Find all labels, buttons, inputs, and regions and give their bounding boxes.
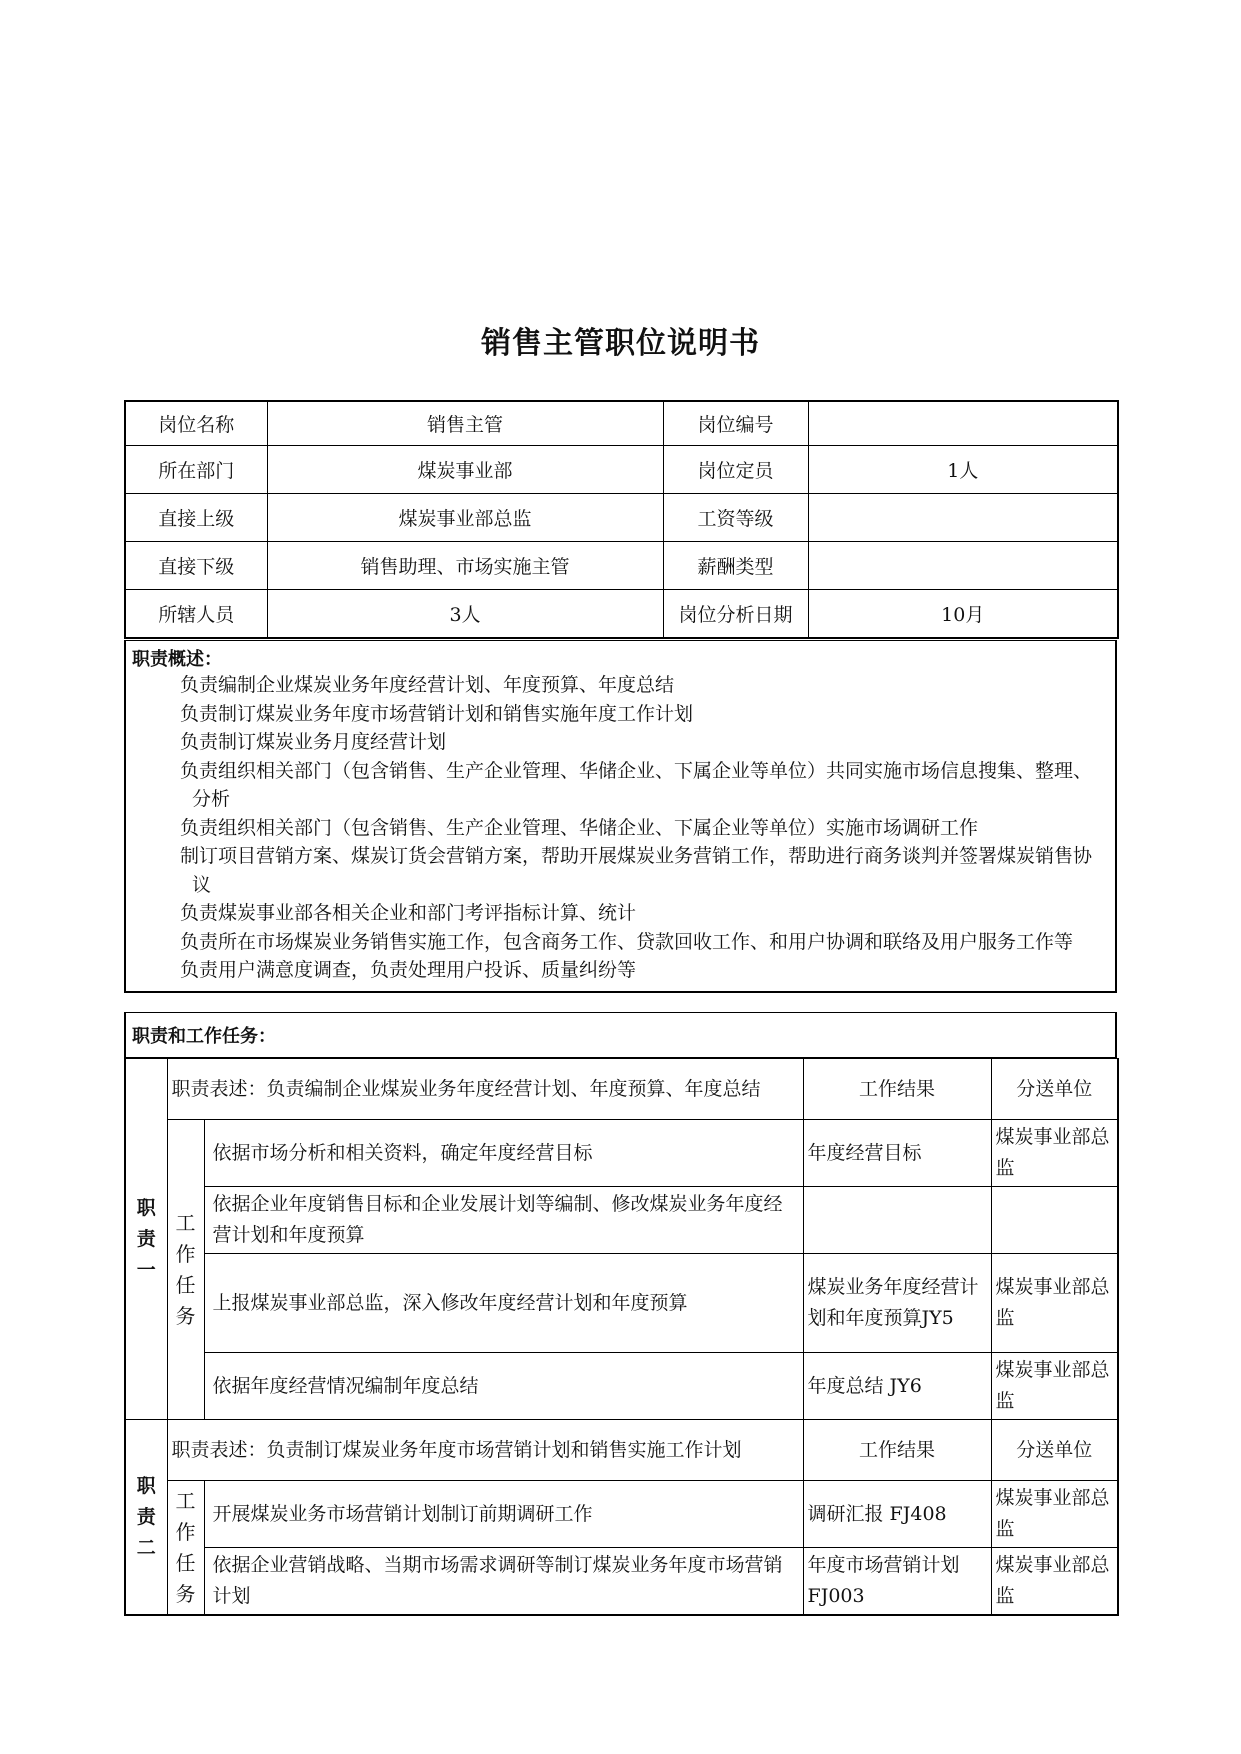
summary-item: 负责制订煤炭业务月度经营计划	[180, 731, 447, 753]
task-result: 年度总结 JY6	[803, 1353, 991, 1420]
task-label-text: 工作任务	[175, 1488, 196, 1606]
info-row	[125, 494, 1118, 542]
info-label: 薪酬类型	[663, 542, 808, 590]
duty-description: 职责表述：负责制订煤炭业务年度市场营销计划和销售实施工作计划	[167, 1420, 803, 1481]
task-result: 年度经营目标	[803, 1120, 991, 1187]
dest-header: 分送单位	[991, 1059, 1118, 1120]
info-value: 3人	[267, 590, 663, 639]
info-value: 1人	[808, 446, 1118, 494]
summary-item: 负责编制企业煤炭业务年度经营计划、年度预算、年度总结	[180, 674, 675, 696]
info-label: 直接下级	[125, 542, 267, 590]
result-header: 工作结果	[803, 1420, 991, 1481]
summary-item: 负责煤炭事业部各相关企业和部门考评指标计算、统计	[180, 902, 637, 924]
duty-label-text: 职责一	[136, 1196, 156, 1281]
duty-description: 职责表述：负责编制企业煤炭业务年度经营计划、年度预算、年度总结	[167, 1059, 803, 1120]
task-text: 依据企业年度销售目标和企业发展计划等编制、修改煤炭业务年度经营计划和年度预算	[204, 1187, 803, 1254]
info-label: 岗位定员	[663, 446, 808, 494]
task-text: 开展煤炭业务市场营销计划制订前期调研工作	[204, 1481, 803, 1548]
summary-item: 制订项目营销方案、煤炭订货会营销方案，帮助开展煤炭业务营销工作，帮助进行商务谈判并签署煤炭销售协议	[180, 845, 1093, 896]
summary-item: 负责制订煤炭业务年度市场营销计划和销售实施年度工作计划	[180, 702, 694, 725]
duty-description-row	[125, 1420, 1118, 1481]
task-row	[125, 1548, 1118, 1616]
info-value: 销售主管	[267, 401, 663, 446]
summary-item: 负责组织相关部门（包含销售、生产企业管理、华储企业、下属企业等单位）共同实施市场信息搜集、整理、分析	[180, 759, 1093, 810]
duty-label-text: 职责二	[136, 1474, 156, 1559]
task-result: 调研汇报 FJ408	[803, 1481, 991, 1548]
info-label: 直接上级	[125, 494, 267, 542]
info-label: 岗位名称	[125, 401, 267, 446]
summary-item: 负责用户满意度调查，负责处理用户投诉、质量纠纷等	[180, 959, 637, 981]
task-dest: 煤炭事业部总监	[991, 1353, 1118, 1420]
duty-label	[125, 1059, 167, 1420]
info-label: 工资等级	[663, 494, 808, 542]
duty-summary-cell	[125, 641, 1116, 992]
info-label: 岗位分析日期	[663, 590, 808, 639]
info-label: 所在部门	[125, 446, 267, 494]
duty-summary-section	[124, 640, 1117, 993]
info-value	[808, 542, 1118, 590]
summary-item: 负责组织相关部门（包含销售、生产企业管理、华储企业、下属企业等单位）实施市场调研工作	[180, 816, 979, 839]
task-text: 依据企业营销战略、当期市场需求调研等制订煤炭业务年度市场营销计划	[204, 1548, 803, 1616]
task-label	[167, 1481, 204, 1616]
task-text: 上报煤炭事业部总监，深入修改年度经营计划和年度预算	[204, 1254, 803, 1353]
info-row	[125, 590, 1118, 639]
result-header: 工作结果	[803, 1059, 991, 1120]
task-label	[167, 1120, 204, 1420]
info-value	[808, 401, 1118, 446]
task-text: 依据年度经营情况编制年度总结	[204, 1353, 803, 1420]
task-text: 依据市场分析和相关资料，确定年度经营目标	[204, 1120, 803, 1187]
duty-description-row	[125, 1059, 1118, 1120]
info-value: 煤炭事业部总监	[267, 494, 663, 542]
summary-item: 负责所在市场煤炭业务销售实施工作，包含商务工作、贷款回收工作、和用户协调和联络及用户服务工作等	[180, 930, 1074, 953]
task-row	[125, 1353, 1118, 1420]
duties-heading: 职责和工作任务：	[125, 1013, 1116, 1059]
task-dest: 煤炭事业部总监	[991, 1548, 1118, 1616]
task-dest: 煤炭事业部总监	[991, 1120, 1118, 1187]
task-row	[125, 1187, 1118, 1254]
position-info-table	[124, 400, 1119, 639]
task-dest	[991, 1187, 1118, 1254]
task-result: 年度市场营销计划FJ003	[803, 1548, 991, 1616]
dest-header: 分送单位	[991, 1420, 1118, 1481]
info-label: 所辖人员	[125, 590, 267, 639]
duties-table	[124, 1058, 1119, 1616]
info-label: 岗位编号	[663, 401, 808, 446]
document-title: 销售主管职位说明书	[481, 326, 760, 361]
info-row	[125, 401, 1118, 446]
task-dest: 煤炭事业部总监	[991, 1481, 1118, 1548]
task-label-text: 工作任务	[175, 1210, 196, 1328]
info-value	[808, 494, 1118, 542]
info-row	[125, 446, 1118, 494]
task-row	[125, 1481, 1118, 1548]
duty-label	[125, 1420, 167, 1616]
task-result	[803, 1187, 991, 1254]
task-dest: 煤炭事业部总监	[991, 1254, 1118, 1353]
info-row	[125, 542, 1118, 590]
task-row	[125, 1120, 1118, 1187]
info-value: 销售助理、市场实施主管	[267, 542, 663, 590]
duty-summary-heading: 职责概述：	[132, 649, 222, 670]
info-value: 10月	[808, 590, 1118, 639]
duties-heading-row	[124, 1012, 1117, 1059]
info-value: 煤炭事业部	[267, 446, 663, 494]
task-result: 煤炭业务年度经营计划和年度预算JY5	[803, 1254, 991, 1353]
task-row	[125, 1254, 1118, 1353]
